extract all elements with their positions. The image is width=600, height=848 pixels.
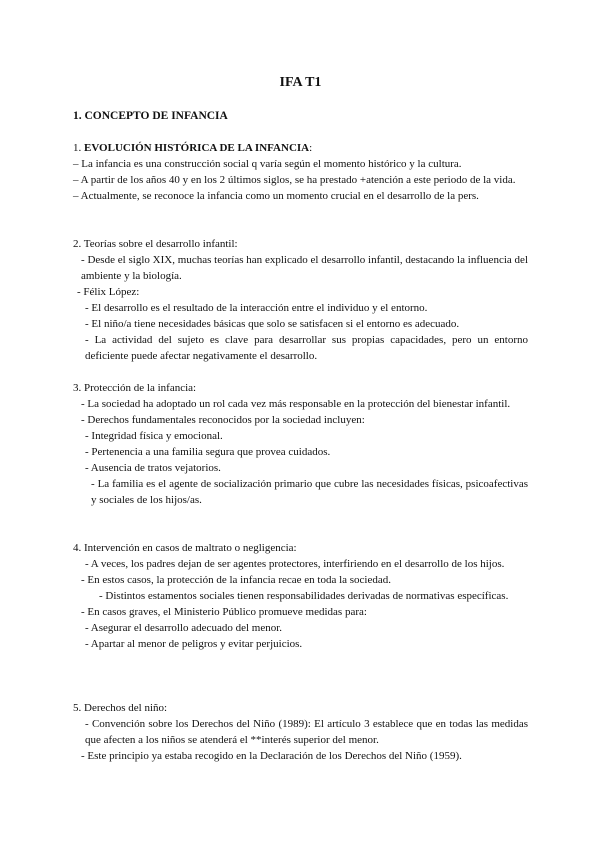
section-theories: [73, 236, 528, 364]
subheading-felix-lopez: - Félix López:: [77, 286, 140, 298]
list-item: - Apartar al menor de peligros y evitar perjuicios.: [85, 638, 303, 650]
section-rights: [73, 700, 528, 764]
list-item: - Este principio ya estaba recogido en la Declaración de los Derechos del Niño (1959).: [81, 750, 462, 762]
section-history: [73, 140, 528, 204]
list-item: - Asegurar el desarrollo adecuado del menor.: [85, 622, 283, 634]
section-4-title: 4. Intervención en casos de maltrato o negligencia:: [73, 542, 297, 554]
paragraph: – Actualmente, se reconoce la infancia como un momento crucial en el desarrollo de la pers.: [73, 190, 479, 202]
list-item: - En estos casos, la protección de la infancia recae en toda la sociedad.: [81, 574, 391, 586]
list-item: - Ausencia de tratos vejatorios.: [85, 462, 221, 474]
section-intervention: [73, 540, 528, 652]
list-item: - Derechos fundamentales reconocidos por la sociedad incluyen:: [81, 414, 365, 426]
paragraph: - Desde el siglo XIX, muchas teorías han explicado el desarrollo infantil, destacando la influencia del ambiente y la biología.: [81, 254, 528, 282]
section-1-heading: 1. EVOLUCIÓN HISTÓRICA DE LA INFANCIA:: [73, 142, 313, 154]
list-item: - El niño/a tiene necesidades básicas que solo se satisfacen si el entorno es adecuado.: [85, 318, 460, 330]
section-2-title: 2. Teorías sobre el desarrollo infantil:: [73, 238, 238, 250]
document-title: IFA T1: [279, 75, 322, 90]
list-item: - Pertenencia a una familia segura que provea cuidados.: [85, 446, 331, 458]
list-item: - Integridad física y emocional.: [85, 430, 223, 442]
list-item: - En casos graves, el Ministerio Público promueve medidas para:: [81, 606, 367, 618]
section-5-title: 5. Derechos del niño:: [73, 702, 168, 714]
paragraph: - A veces, los padres dejan de ser agentes protectores, interfiriendo en el desarrollo de los hijos.: [85, 558, 505, 570]
list-item: - La actividad del sujeto es clave para desarrollar sus propias capacidades, pero un entorno deficiente puede afectar negativamente el desarrollo.: [85, 334, 528, 362]
list-item: - El desarrollo es el resultado de la interacción entre el individuo y el entorno.: [85, 302, 428, 314]
paragraph: - La familia es el agente de socialización primario que cubre las necesidades físicas, psicoafectivas y sociales de los hijos/as.: [91, 478, 528, 506]
paragraph: - Convención sobre los Derechos del Niño (1989): El artículo 3 establece que en todas las medidas que afecten a los niños se atenderá el **interés superior del menor.: [85, 718, 528, 746]
paragraph: – La infancia es una construcción social q varía según el momento histórico y la cultura.: [73, 158, 462, 170]
section-protection: [73, 380, 528, 508]
paragraph: - La sociedad ha adoptado un rol cada vez más responsable en la protección del bienestar infantil.: [81, 398, 511, 410]
section-1-title: EVOLUCIÓN HISTÓRICA DE LA INFANCIA: [84, 142, 310, 154]
main-heading: 1. CONCEPTO DE INFANCIA: [73, 110, 228, 122]
section-3-title: 3. Protección de la infancia:: [73, 382, 197, 394]
paragraph: – A partir de los años 40 y en los 2 últimos siglos, se ha prestado +atención a este periodo de la vida.: [73, 174, 516, 186]
paragraph: - Distintos estamentos sociales tienen responsabilidades derivadas de normativas específicas.: [99, 590, 509, 602]
